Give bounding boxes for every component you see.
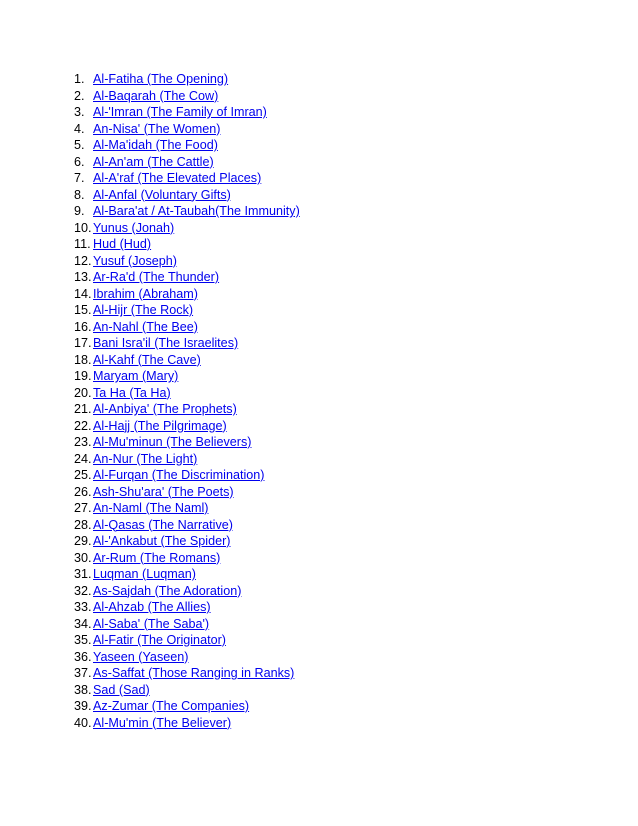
item-number: 39.: [74, 699, 92, 713]
surah-link[interactable]: Al-Ma'idah (The Food): [93, 138, 218, 152]
surah-link[interactable]: Al-'Ankabut (The Spider): [93, 534, 231, 548]
item-number: 6.: [74, 154, 85, 169]
item-number: 25.: [74, 468, 92, 482]
surah-link[interactable]: Al-'Imran (The Family of Imran): [93, 105, 267, 119]
item-number: 5.: [74, 138, 85, 152]
surah-link[interactable]: Ash-Shu'ara' (The Poets): [93, 484, 234, 499]
item-number: 35.: [74, 633, 92, 647]
item-number: 20.: [74, 385, 92, 400]
item-number: 28.: [74, 517, 92, 532]
surah-link[interactable]: Al-Hajj (The Pilgrimage): [93, 418, 227, 433]
surah-link[interactable]: As-Saffat (Those Ranging in Ranks): [93, 666, 295, 680]
surah-link[interactable]: Al-An'am (The Cattle): [93, 154, 214, 169]
surah-link[interactable]: An-Naml (The Naml): [93, 501, 209, 515]
surah-link[interactable]: Maryam (Mary): [93, 369, 179, 383]
surah-link[interactable]: As-Sajdah (The Adoration): [93, 583, 242, 598]
item-number: 2.: [74, 88, 85, 103]
surah-link[interactable]: Yusuf (Joseph): [93, 253, 178, 268]
item-number: 10.: [74, 220, 92, 235]
item-number: 3.: [74, 105, 85, 119]
item-number: 14.: [74, 286, 92, 301]
surah-link[interactable]: Al-Ahzab (The Allies): [93, 600, 211, 614]
surah-link[interactable]: An-Nisa' (The Women): [93, 121, 221, 136]
item-number: 9.: [74, 204, 85, 218]
surah-link[interactable]: Az-Zumar (The Companies): [93, 699, 250, 713]
item-number: 31.: [74, 567, 92, 581]
item-number: 36.: [74, 649, 92, 664]
surah-link[interactable]: Sad (Sad): [93, 682, 150, 697]
surah-link[interactable]: Al-Qasas (The Narrative): [93, 517, 233, 532]
surah-link[interactable]: Ar-Rum (The Romans): [93, 550, 221, 565]
item-number: 40.: [74, 715, 92, 730]
surah-link[interactable]: Al-Bara'at / At-Taubah(The Immunity): [93, 204, 300, 218]
item-number: 38.: [74, 682, 92, 697]
item-number: 24.: [74, 451, 92, 466]
surah-link[interactable]: Yaseen (Yaseen): [93, 649, 189, 664]
item-number: 12.: [74, 253, 92, 268]
surah-link[interactable]: Luqman (Luqman): [93, 567, 196, 581]
surah-link[interactable]: Al-Mu'min (The Believer): [93, 715, 232, 730]
item-number: 26.: [74, 484, 92, 499]
surah-link[interactable]: An-Nur (The Light): [93, 451, 198, 466]
item-number: 32.: [74, 583, 92, 598]
surah-link[interactable]: Al-Furqan (The Discrimination): [93, 468, 265, 482]
surah-link[interactable]: Al-Fatiha (The Opening): [93, 72, 229, 86]
item-number: 15.: [74, 303, 92, 317]
item-number: 22.: [74, 418, 92, 433]
item-number: 37.: [74, 666, 92, 680]
item-number: 1.: [74, 72, 85, 86]
item-number: 30.: [74, 550, 92, 565]
item-number: 17.: [74, 336, 92, 350]
item-number: 23.: [74, 435, 92, 449]
surah-link[interactable]: Al-Mu'minun (The Believers): [93, 435, 252, 449]
surah-link[interactable]: Al-Hijr (The Rock): [93, 303, 194, 317]
item-number: 29.: [74, 534, 92, 548]
item-number: 16.: [74, 319, 92, 334]
item-number: 27.: [74, 501, 92, 515]
surah-link[interactable]: Al-Saba' (The Saba'): [93, 616, 210, 631]
surah-link[interactable]: Al-Fatir (The Originator): [93, 633, 226, 647]
surah-link[interactable]: Al-Kahf (The Cave): [93, 352, 201, 367]
item-number: 34.: [74, 616, 92, 631]
item-number: 18.: [74, 352, 92, 367]
surah-link[interactable]: Al-Anfal (Voluntary Gifts): [93, 187, 231, 202]
surah-link[interactable]: Yunus (Jonah): [93, 220, 175, 235]
surah-link[interactable]: Ta Ha (Ta Ha): [93, 385, 171, 400]
item-number: 7.: [74, 171, 85, 185]
item-number: 19.: [74, 369, 92, 383]
item-number: 33.: [74, 600, 92, 614]
surah-link[interactable]: Al-Baqarah (The Cow): [93, 88, 219, 103]
surah-link[interactable]: Hud (Hud): [93, 237, 152, 251]
surah-link[interactable]: An-Nahl (The Bee): [93, 319, 198, 334]
surah-link[interactable]: Al-Anbiya' (The Prophets): [93, 402, 237, 416]
surah-link[interactable]: Bani Isra'il (The Israelites): [93, 336, 239, 350]
surah-link[interactable]: Ibrahim (Abraham): [93, 286, 198, 301]
surah-link[interactable]: Ar-Ra'd (The Thunder): [93, 270, 220, 284]
item-number: 13.: [74, 270, 92, 284]
item-number: 21.: [74, 402, 92, 416]
item-number: 11.: [74, 237, 91, 251]
item-number: 4.: [74, 121, 85, 136]
item-number: 8.: [74, 187, 85, 202]
surah-link[interactable]: Al-A'raf (The Elevated Places): [93, 171, 262, 185]
